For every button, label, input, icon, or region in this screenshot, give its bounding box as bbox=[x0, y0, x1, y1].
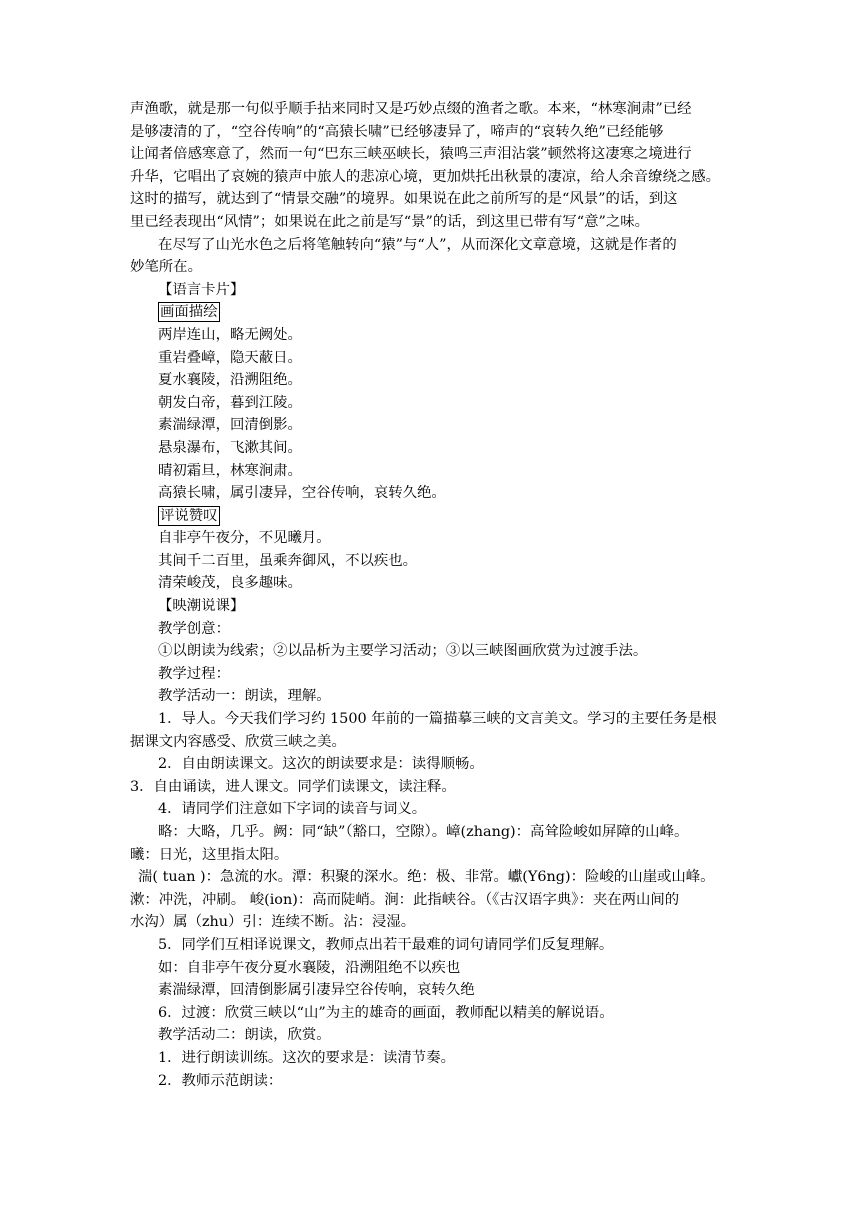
line-text: 水沟）属（zhu）引：连续不断。沾：浸湿。 bbox=[130, 914, 416, 931]
text-line bbox=[130, 708, 730, 731]
section-label bbox=[130, 301, 730, 324]
line-text: 自非亭午夜分，不见曦月。 bbox=[158, 530, 331, 547]
line-text: 如：自非亭午夜分夏水襄陵，沿溯阻绝不以疾也 bbox=[158, 959, 461, 976]
line-text: 5．同学们互相译说课文，教师点出若干最难的词句请同学们反复理解。 bbox=[158, 936, 614, 953]
line-text: ①以朗读为线索；②以品析为主要学习活动；③以三峡图画欣赏为过渡手法。 bbox=[158, 643, 648, 660]
line-text: 升华，它唱出了哀婉的猿声中旅人的悲凉心境，更加烘托出秋景的凄凉，给人余音缭绕之感。 bbox=[130, 168, 721, 185]
boxed-heading: 画面描绘 bbox=[160, 304, 218, 321]
line-text: 其间千二百里，虽乘奔御风，不以疾也。 bbox=[158, 552, 418, 569]
document-body bbox=[130, 98, 730, 1092]
line-text: 素湍绿潭，回清倒影属引凄异空谷传响，哀转久绝 bbox=[158, 982, 475, 999]
text-line bbox=[130, 1002, 730, 1025]
text-line bbox=[130, 98, 730, 121]
text-line bbox=[130, 866, 730, 889]
line-text: 教学活动二：朗读，欣赏。 bbox=[158, 1027, 331, 1044]
text-line bbox=[130, 934, 730, 957]
line-text: 里已经表现出“风情”；如果说在此之前是写“景”的话，到这里已带有写“意”之味。 bbox=[130, 213, 650, 230]
text-line bbox=[130, 685, 730, 708]
text-line bbox=[130, 821, 730, 844]
text-line bbox=[130, 414, 730, 437]
text-line bbox=[130, 640, 730, 663]
line-text: 湍( tuan )：急流的水。潭：积聚的深水。绝：极、非常。巘(Y6ng)：险峻的山崖或山峰。 bbox=[138, 869, 715, 886]
text-line bbox=[130, 572, 730, 595]
text-line bbox=[130, 753, 730, 776]
text-line bbox=[130, 279, 730, 302]
line-text: 4．请同学们注意如下字词的读音与词义。 bbox=[158, 801, 427, 818]
line-text: 据课文内容感受、欣赏三峡之美。 bbox=[130, 733, 346, 750]
text-line bbox=[130, 437, 730, 460]
text-line bbox=[130, 957, 730, 980]
line-text: 教学创意： bbox=[158, 620, 230, 637]
boxed-heading: 评说赞叹 bbox=[160, 507, 218, 524]
text-line bbox=[130, 460, 730, 483]
text-line bbox=[130, 166, 730, 189]
text-line bbox=[130, 595, 730, 618]
text-line bbox=[130, 527, 730, 550]
line-text: 教学过程： bbox=[158, 665, 230, 682]
line-text: 2．教师示范朗读： bbox=[158, 1072, 283, 1089]
text-line bbox=[130, 188, 730, 211]
text-line bbox=[130, 844, 730, 867]
text-line bbox=[130, 211, 730, 234]
text-line bbox=[130, 234, 730, 257]
text-line bbox=[130, 392, 730, 415]
text-line bbox=[130, 889, 730, 912]
text-line bbox=[130, 143, 730, 166]
line-text: 【映潮说课】 bbox=[158, 598, 245, 615]
line-text: 重岩叠嶂，隐天蔽日。 bbox=[158, 349, 302, 366]
section-label bbox=[130, 505, 730, 528]
line-text: 妙笔所在。 bbox=[130, 259, 202, 276]
line-text: 2．自由朗读课文。这次的朗读要求是：读得顺畅。 bbox=[158, 756, 484, 773]
line-text: 在尽写了山光水色之后将笔触转向“猿”与“人”，从而深化文章意境，这就是作者的 bbox=[158, 236, 677, 253]
line-text: 【语言卡片】 bbox=[158, 281, 245, 298]
text-line bbox=[130, 121, 730, 144]
line-text: 1．导人。今天我们学习约 1500 年前的一篇描摹三峡的文言美文。学习的主要任务是根 bbox=[158, 711, 717, 728]
line-text: 这时的描写，就达到了“情景交融”的境界。如果说在此之前所写的是“风景”的话，到这 bbox=[130, 191, 678, 208]
line-text: 略：大略，几乎。阙：同“缺”（豁口，空隙）。嶂(zhang)：高耸险峻如屏障的山峰。 bbox=[158, 824, 689, 840]
text-line bbox=[130, 369, 730, 392]
text-line bbox=[130, 347, 730, 370]
text-line bbox=[130, 731, 730, 754]
line-text: 朝发白帝，暮到江陵。 bbox=[158, 394, 302, 411]
line-text: 3．自由诵读，进人课文。同学们读课文，读注释。 bbox=[130, 778, 456, 795]
line-text: 悬泉瀑布，飞漱其间。 bbox=[158, 439, 302, 456]
text-line bbox=[130, 663, 730, 686]
line-text: 声渔歌，就是那一句似乎顺手拈来同时又是巧妙点缀的渔者之歌。本来，“林寒涧肃”已经 bbox=[130, 101, 692, 117]
line-text: 高猿长啸，属引凄异，空谷传响，哀转久绝。 bbox=[158, 485, 446, 502]
line-text: 晴初霜旦，林寒涧肃。 bbox=[158, 462, 302, 479]
line-text: 清荣峻茂，良多趣味。 bbox=[158, 575, 302, 592]
line-text: 教学活动一：朗读，理解。 bbox=[158, 688, 331, 705]
line-text: 曦：日光，这里指太阳。 bbox=[130, 846, 289, 863]
line-text: 夏水襄陵，沿溯阻绝。 bbox=[158, 372, 302, 389]
text-line bbox=[130, 1047, 730, 1070]
line-text: 6．过渡：欣赏三峡以“山”为主的雄奇的画面，教师配以精美的解说语。 bbox=[158, 1004, 614, 1021]
text-line bbox=[130, 798, 730, 821]
line-text: 素湍绿潭，回清倒影。 bbox=[158, 417, 302, 434]
line-text: 1．进行朗读训练。这次的要求是：读清节奏。 bbox=[158, 1049, 455, 1066]
line-text: 让闻者倍感寒意了，然而一句“巴东三峡巫峡长，猿鸣三声泪沾裳”顿然将这凄寒之境进行 bbox=[130, 146, 692, 163]
text-line bbox=[130, 1070, 730, 1093]
line-text: 是够凄清的了，“空谷传响”的“高猿长啸”已经够凄异了，啼声的“哀转久绝”已经能够 bbox=[130, 123, 664, 140]
text-line bbox=[130, 324, 730, 347]
line-text: 两岸连山，略无阙处。 bbox=[158, 326, 302, 343]
text-line bbox=[130, 1024, 730, 1047]
text-line bbox=[130, 776, 730, 799]
text-line bbox=[130, 550, 730, 573]
line-text: 漱：冲洗，冲刷。 峻(ion)：高而陡峭。涧：此指峡谷。（《古汉语字典》：夹在两山间的 bbox=[130, 891, 680, 908]
text-line bbox=[130, 482, 730, 505]
text-line bbox=[130, 979, 730, 1002]
text-line bbox=[130, 256, 730, 279]
text-line bbox=[130, 618, 730, 641]
text-line bbox=[130, 911, 730, 934]
